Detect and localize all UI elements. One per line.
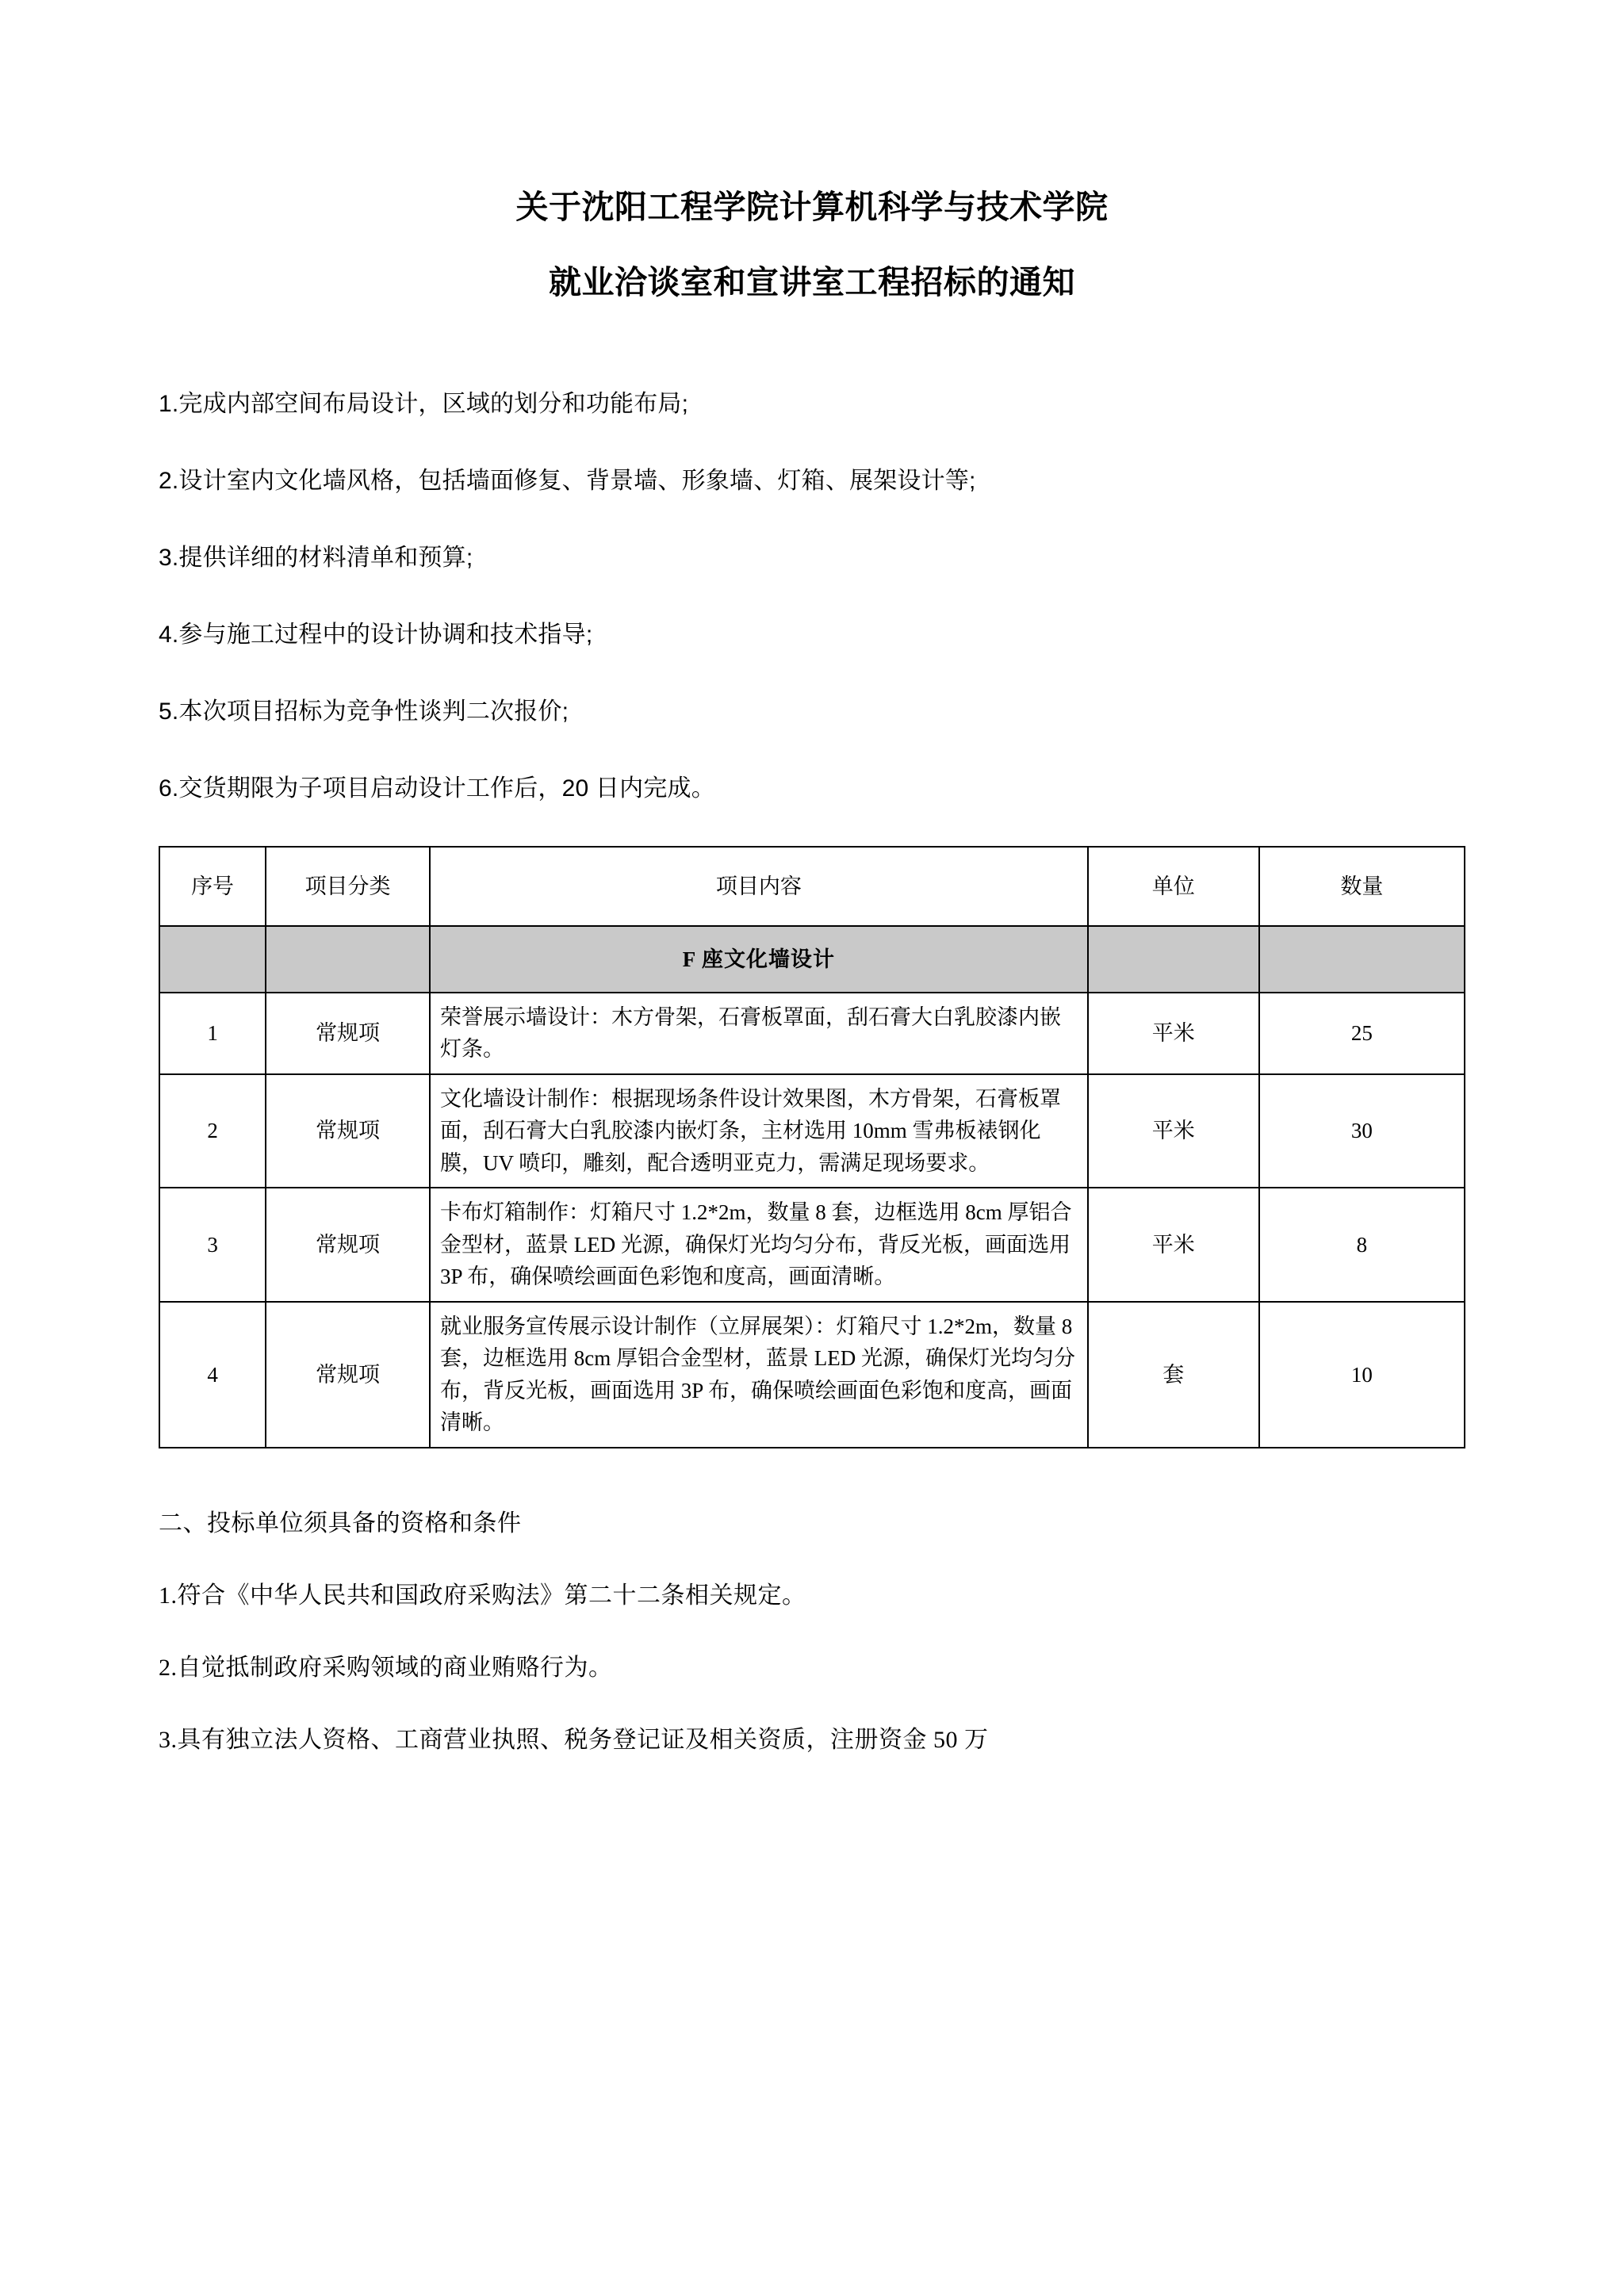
page-title — [159, 184, 1465, 307]
table-row — [159, 1074, 1465, 1188]
row-seq: 3 — [159, 1188, 266, 1302]
section-2-heading: 二、投标单位须具备的资格和条件 — [159, 1510, 522, 1536]
row-category: 常规项 — [266, 1188, 430, 1302]
table-header-quantity: 数量 — [1259, 847, 1465, 926]
row-unit: 套 — [1088, 1302, 1259, 1448]
table-row — [159, 1188, 1465, 1302]
table-header-content: 项目内容 — [430, 847, 1088, 926]
row-category: 常规项 — [266, 1302, 430, 1448]
row-category: 常规项 — [266, 1074, 430, 1188]
requirement-item-6: 6.交货期限为子项目启动设计工作后，20 日内完成。 — [159, 775, 715, 802]
row-content: 文化墙设计制作：根据现场条件设计效果图，木方骨架，石膏板罩面，刮石膏大白乳胶漆内嵌灯条，主材选用 10mm 雪弗板裱钢化膜，UV 喷印，雕刻，配合透明亚克力，需满足现场要求。 — [430, 1074, 1088, 1188]
section-2-item-3: 3.具有独立法人资格、工商营业执照、税务登记证及相关资质，注册资金 50 万 — [159, 1726, 989, 1753]
row-seq: 4 — [159, 1302, 266, 1448]
table-section-row — [159, 926, 1465, 993]
section-blank-left2 — [266, 926, 430, 993]
row-seq: 1 — [159, 993, 266, 1074]
requirement-item-1: 1.完成内部空间布局设计，区域的划分和功能布局; — [159, 390, 689, 417]
row-unit: 平米 — [1088, 1188, 1259, 1302]
requirement-item-3: 3.提供详细的材料清单和预算; — [159, 544, 473, 571]
row-unit: 平米 — [1088, 993, 1259, 1074]
section-2-item-1: 1.符合《中华人民共和国政府采购法》第二十二条相关规定。 — [159, 1582, 806, 1609]
section-blank-left — [159, 926, 266, 993]
row-content: 荣誉展示墙设计：木方骨架，石膏板罩面，刮石膏大白乳胶漆内嵌灯条。 — [430, 993, 1088, 1074]
section-blank-right — [1088, 926, 1259, 993]
table-header-category: 项目分类 — [266, 847, 430, 926]
row-quantity: 8 — [1259, 1188, 1465, 1302]
row-quantity: 25 — [1259, 993, 1465, 1074]
title-line-2: 就业洽谈室和宣讲室工程招标的通知 — [549, 264, 1075, 301]
section-2-item-2: 2.自觉抵制政府采购领域的商业贿赂行为。 — [159, 1654, 613, 1681]
table-header-row — [159, 847, 1465, 926]
title-line-1: 关于沈阳工程学院计算机科学与技术学院 — [515, 189, 1109, 225]
section-blank-right2 — [1259, 926, 1465, 993]
row-content: 就业服务宣传展示设计制作（立屏展架）：灯箱尺寸 1.2*2m，数量 8 套，边框选用 8cm 厚铝合金型材，蓝景 LED 光源，确保灯光均匀分布，背反光板，画面选用 3P 布，确保喷绘画面色彩饱和度高，画面清晰。 — [430, 1302, 1088, 1448]
table-header-unit: 单位 — [1088, 847, 1259, 926]
row-seq: 2 — [159, 1074, 266, 1188]
requirement-item-5: 5.本次项目招标为竞争性谈判二次报价; — [159, 698, 569, 725]
requirement-item-4: 4.参与施工过程中的设计协调和技术指导; — [159, 621, 593, 648]
row-unit: 平米 — [1088, 1074, 1259, 1188]
requirement-item-2: 2.设计室内文化墙风格，包括墙面修复、背景墙、形象墙、灯箱、展架设计等; — [159, 467, 976, 494]
table-header-seq: 序号 — [159, 847, 266, 926]
row-content: 卡布灯箱制作：灯箱尺寸 1.2*2m，数量 8 套，边框选用 8cm 厚铝合金型材，蓝景 LED 光源，确保灯光均匀分布，背反光板，画面选用 3P 布，确保喷绘画面色彩饱和度高，画面清晰。 — [430, 1188, 1088, 1302]
table-row — [159, 1302, 1465, 1448]
bid-items-table — [159, 846, 1465, 1448]
row-category: 常规项 — [266, 993, 430, 1074]
table-row — [159, 993, 1465, 1074]
row-quantity: 10 — [1259, 1302, 1465, 1448]
row-quantity: 30 — [1259, 1074, 1465, 1188]
section-title: F 座文化墙设计 — [430, 926, 1088, 993]
